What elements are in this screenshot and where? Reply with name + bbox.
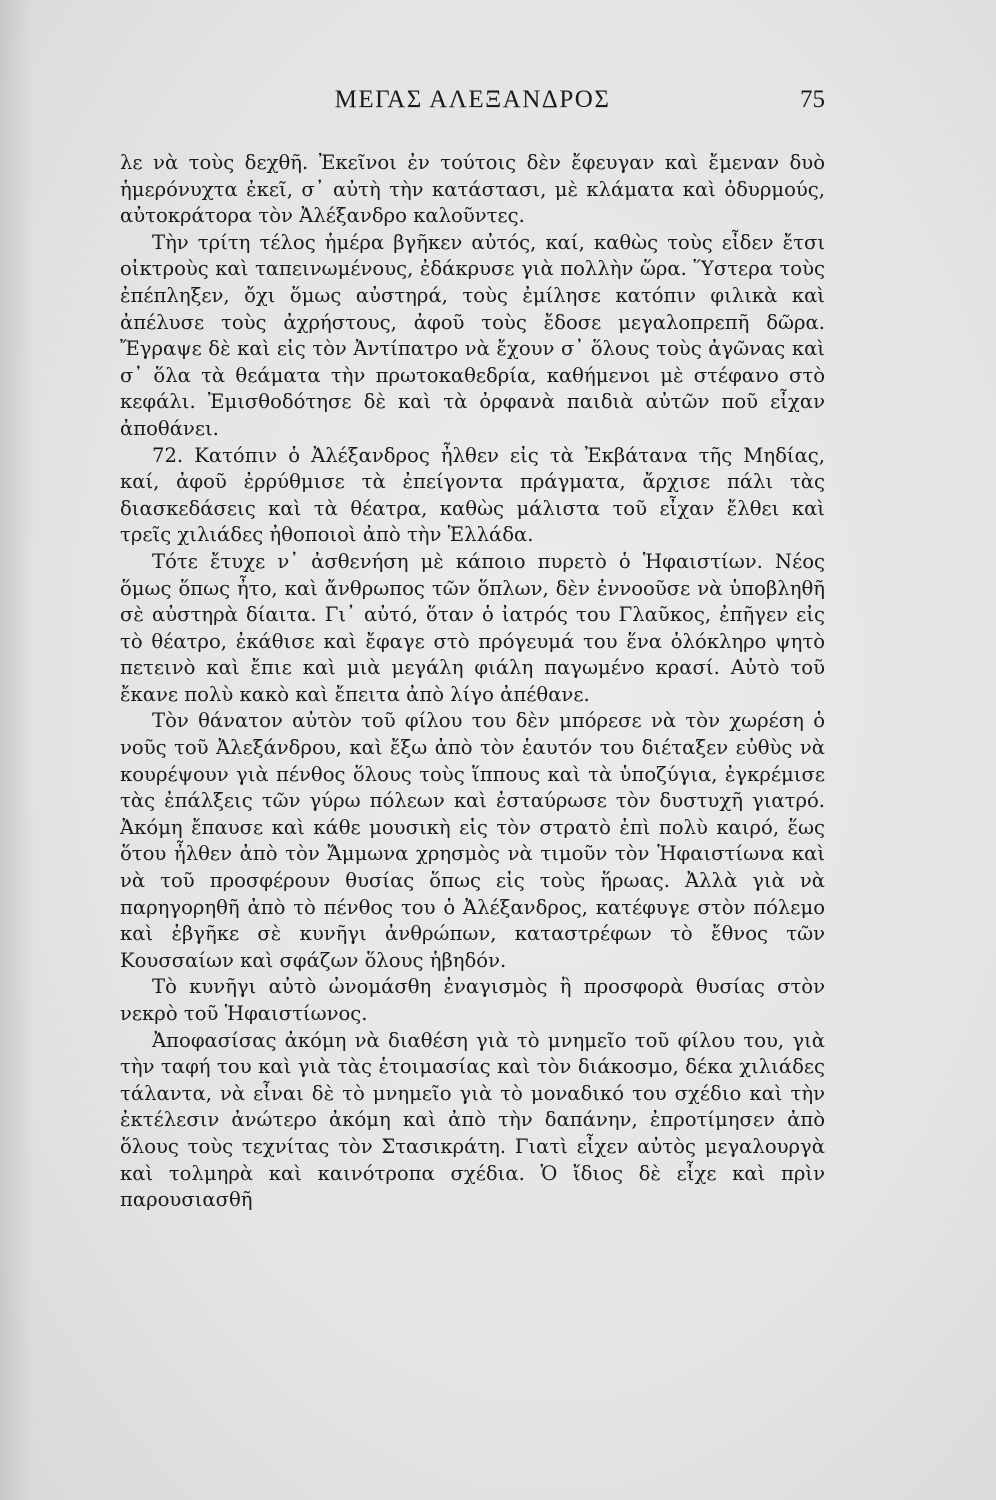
paragraph: Τὴν τρίτη τέλος ἡμέρα βγῆκεν αὐτός, καί, καθὼς τοὺς εἶδεν ἔτσι οἰκτροὺς καὶ ταπεινωμένους, ἐδάκρυσε γιὰ πολλὴν ὥρα. Ὕστερα τοὺς ἐπέπληξεν, ὄχι ὅμως αὐστηρά, τοὺς ἐμίλησε κατόπιν φιλικὰ καὶ ἀπέλυσε τοὺς ἀχρήστους, ἀφοῦ τοὺς ἔδοσε μεγαλοπρεπῆ δῶρα. Ἔγραψε δὲ καὶ εἰς τὸν Ἀντίπατρο νὰ ἔχουν σ᾿ ὅλους τοὺς ἀγῶνας καὶ σ᾿ ὅλα τὰ θεάματα τὴν πρωτοκαθεδρία, καθήμενοι μὲ στέφανο στὸ κεφάλι. Ἐμισθοδότησε δὲ καὶ τὰ ὀρφανὰ παιδιὰ αὐτῶν ποῦ εἶχαν ἀποθάνει. — [120, 230, 825, 440]
running-header — [120, 86, 825, 126]
paragraph: Ἀποφασίσας ἀκόμη νὰ διαθέση γιὰ τὸ μνημεῖο τοῦ φίλου του, γιὰ τὴν ταφή του καὶ γιὰ τὰς ἑτοιμασίας καὶ τὸν διάκοσμο, δέκα χιλιάδες τάλαντα, νὰ εἶναι δὲ τὸ μνημεῖο γιὰ τὸ μοναδικό του σχέδιο καὶ τὴν ἐκτέλεσιν ἀνώτερο ἀκόμη καὶ ἀπὸ τὴν δαπάνην, ἐπροτίμησεν ἀπὸ ὅλους τοὺς τεχνίτας τὸν Στασικράτη. Γιατὶ εἶχεν αὐτὸς μεγαλουργὰ καὶ τολμηρὰ καὶ καινότροπα σχέδια. Ὁ ἴδιος δὲ εἶχε καὶ πρὶν παρουσιασθῆ — [120, 1028, 825, 1212]
page-number: 75 — [800, 86, 825, 113]
paragraph: Τότε ἔτυχε ν᾿ ἀσθενήση μὲ κάποιο πυρετὸ ὁ Ἡφαιστίων. Νέος ὅμως ὅπως ἦτο, καὶ ἄνθρωπος τῶν ὅπλων, δὲν ἐννοοῦσε νὰ ὑποβληθῆ σὲ αὐστηρὰ δίαιτα. Γι᾿ αὐτό, ὅταν ὁ ἰατρός του Γλαῦκος, ἐπῆγεν εἰς τὸ θέατρο, ἐκάθισε καὶ ἔφαγε στὸ πρόγευμά του ἕνα ὁλόκληρο ψητὸ πετεινὸ καὶ ἔπιε καὶ μιὰ μεγάλη φιάλη παγωμένο κρασί. Αὐτὸ τοῦ ἔκανε πολὺ κακὸ καὶ ἔπειτα ἀπὸ λίγο ἀπέθανε. — [120, 549, 825, 706]
paragraph: 72. Κατόπιν ὁ Ἀλέξανδρος ἦλθεν εἰς τὰ Ἐκβάτανα τῆς Μηδίας, καί, ἀφοῦ ἐρρύθμισε τὰ ἐπείγοντα πράγματα, ἄρχισε πάλι τὰς διασκεδάσεις καὶ τὰ θέατρα, καθὼς μάλιστα τοῦ εἶχαν ἔλθει καὶ τρεῖς χιλιάδες ἠθοποιοὶ ἀπὸ τὴν Ἑλλάδα. — [120, 443, 825, 547]
running-title: ΜΕΓΑΣ ΑΛΕΞΑΝΔΡΟΣ — [334, 86, 611, 113]
page-shadow-edge — [0, 0, 34, 1500]
paragraph: Τὸν θάνατον αὐτὸν τοῦ φίλου του δὲν μπόρεσε νὰ τὸν χωρέση ὁ νοῦς τοῦ Ἀλεξάνδρου, καὶ ἔξω ἀπὸ τὸν ἑαυτόν του διέταξεν εὐθὺς νὰ κουρέψουν γιὰ πένθος ὅλους τοὺς ἵππους καὶ τὰ ὑποζύγια, ἐγκρέμισε τὰς ἐπάλξεις τῶν γύρω πόλεων καὶ ἐσταύρωσε τὸν δυστυχῆ γιατρό. Ἀκόμη ἔπαυσε καὶ κάθε μουσικὴ εἰς τὸν στρατὸ ἐπὶ πολὺ καιρό, ἕως ὅτου ἦλθεν ἀπὸ τὸν Ἄμμωνα χρησμὸς νὰ τιμοῦν τὸν Ἡφαιστίωνα καὶ νὰ τοῦ προσφέρουν θυσίας ὅπως εἰς τοὺς ἥρωας. Ἀλλὰ γιὰ νὰ παρηγορηθῆ ἀπὸ τὸ πένθος του ὁ Ἀλέξανδρος, κατέφυγε στὸν πόλεμο καὶ ἐβγῆκε σὲ κυνῆγι ἀνθρώπων, καταστρέφων τὸ ἔθνος τῶν Κουσσαίων καὶ σφάζων ὅλους ἡβηδόν. — [120, 709, 825, 972]
paragraph: Τὸ κυνῆγι αὐτὸ ὠνομάσθη ἐναγισμὸς ἢ προσφορὰ θυσίας στὸν νεκρὸ τοῦ Ἡφαιστίωνος. — [120, 975, 825, 1025]
paragraph: λε νὰ τοὺς δεχθῆ. Ἐκεῖνοι ἐν τούτοις δὲν ἔφευγαν καὶ ἔμεναν δυὸ ἡμερόνυχτα ἐκεῖ, σ᾿ αὐτὴ τὴν κατάστασι, μὲ κλάματα καὶ ὀδυρμούς, αὐτοκράτορα τὸν Ἀλέξανδρο καλοῦντες. — [120, 151, 825, 228]
body-text — [120, 150, 825, 1214]
